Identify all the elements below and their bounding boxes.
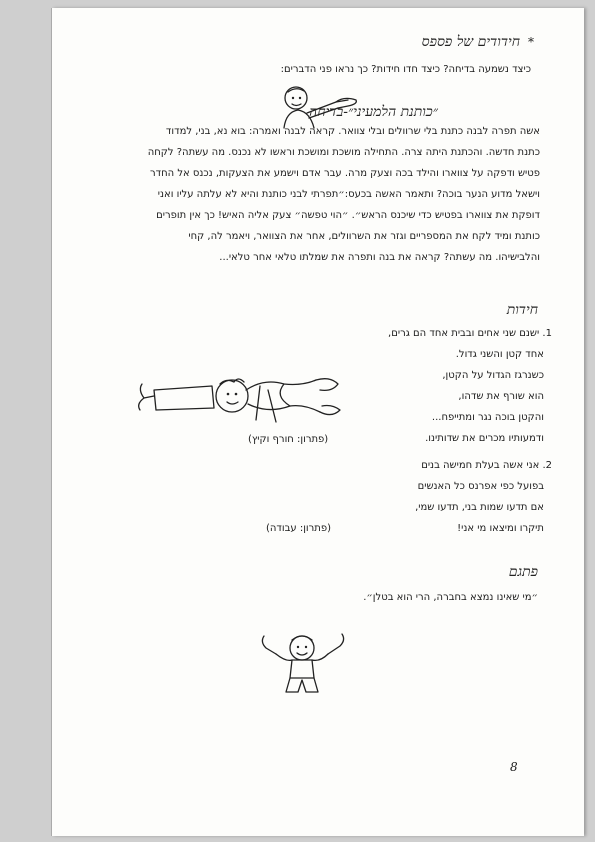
- riddle-line: 2. אני אשה בעלת חמישה בנים: [421, 460, 552, 471]
- joke-line: והלבישיהו. מה עשתה? קראה את בנה ותפרה את שמלתו טלאי אחר טלאי...: [219, 252, 540, 263]
- riddle-line: בפועל כפי אפרנס כל האנשים: [417, 481, 544, 492]
- riddle-line: אחד קטן והשני גדול.: [455, 349, 544, 360]
- joke-line: דופקת את צווארו בפטיש כדי שיכנס הראש״. ״הוי טפשה״ צעק אליה האיש! כך אין תופרים: [156, 210, 540, 221]
- document-page: [52, 8, 584, 836]
- riddle-line: תיקרו ומיצאו מי אני!: [457, 523, 544, 534]
- riddle-1-answer: (פתרון: חורף וקיץ): [248, 434, 329, 445]
- riddle-2: [282, 460, 552, 550]
- riddle-line: הוא שורף את שדהו,: [458, 391, 544, 402]
- riddle-line: ודמעותיו מכרים את שדותינו.: [425, 433, 544, 444]
- riddle-line: והקטן בוכה נגר ומתייפח...: [431, 412, 544, 423]
- riddle-line: 1. ישנם שני אחים ובבית אחד הם גרים,: [388, 328, 552, 339]
- joke-paragraph: [60, 126, 540, 286]
- proverb-text: ״מי שאינו נמצא בחברה, הרי הוא בטלן״.: [363, 592, 538, 603]
- riddle-2-answer: (פתרון: עבודה): [266, 523, 332, 534]
- joke-line: פטיש ודפקה על צווארו והילד בכה וצעק מרה. עבר אדם וישמע את הצעקות, נכנס אל החדר: [149, 168, 540, 179]
- joke-line: כותנת ומיד לקח את המספריים וגזר את השרוולים, אחר את הצוואר, ויאמר לה, קחי: [188, 231, 540, 242]
- section-heading-text: חידודים של פספס: [421, 34, 520, 50]
- lying-man-illustration: [134, 360, 354, 432]
- intro-text: כיצד נשמעה בדיחה? כיצד חדו חידות? כך נראו פני הדברים:: [280, 64, 531, 75]
- joke-line: אשה תפרה לבנה כתנת בלי שרוולים ובלי צוואר. קראה לבנה ואמרה: בוא נא, בני, למדוד: [165, 126, 540, 137]
- section-heading-jokes: [422, 34, 534, 51]
- page-number: 8: [510, 760, 518, 774]
- joke-line: וישאל מדוע הנער בוכה? ותאמר האשה בכעס:״תפרתי לבני כותנת והיא לא עלתה עליו ואני: [157, 189, 540, 200]
- joke-line: כתנת חדשה. והכתנת היתה צרה. התחילה מושכת ומושכת וראשו לא נכנס. מה עשתה? לקחה: [147, 147, 540, 158]
- section-heading-proverb: פתגם: [508, 564, 538, 580]
- section-heading-riddles: חידות: [506, 302, 538, 318]
- riddle-line: אם תדעו שמות בני, תדעו שמי,: [415, 502, 544, 513]
- section-heading-joke-story: ״כותנת הלמעיני״-בדיחה: [309, 104, 438, 120]
- cheering-boy-illustration: [258, 628, 348, 700]
- riddle-line: כשנרגז הגדול על הקטן,: [442, 370, 544, 381]
- heading-bullet: *: [528, 35, 534, 49]
